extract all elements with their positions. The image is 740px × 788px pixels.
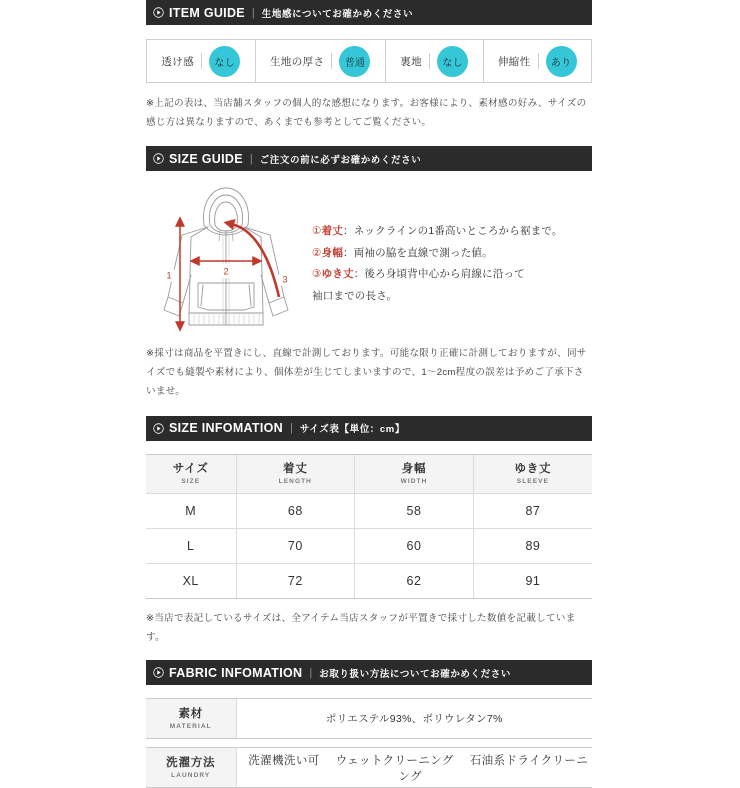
legend-number: ①	[312, 225, 322, 238]
section-title-en: ITEM GUIDE	[169, 5, 245, 20]
item-guide-note: ※上記の表は、当店舗スタッフの個人的な感想になります。お客様により、素材感の好み、サイズの感じ方は異なりますので、あくまでも参考としてご覧ください。	[146, 98, 587, 128]
laundry-item: ウェットクリーニング	[335, 754, 454, 767]
legend-key: 身幅	[321, 246, 344, 259]
legend-key: 着丈	[321, 225, 344, 238]
column-header-jp: サイズ	[172, 462, 209, 475]
cell-length: 72	[236, 563, 355, 598]
play-circle-icon	[153, 7, 164, 18]
column-header-en: LENGTH	[278, 477, 312, 485]
cell-size: L	[146, 528, 236, 563]
section-title-separator: |	[290, 422, 293, 435]
row-label-jp: 洗濯方法	[166, 756, 216, 769]
measurement-legend	[306, 179, 592, 339]
column-header-sleeve	[473, 454, 592, 493]
fabric-feel-label: 生地の厚さ	[269, 55, 325, 68]
fabric-laundry-table	[146, 747, 592, 788]
cell-laundry-value	[236, 748, 592, 788]
cell-width: 62	[355, 563, 474, 598]
legend-text: ：両袖の脇を直線で測った値。	[343, 246, 493, 259]
play-circle-icon	[153, 667, 164, 678]
table-row-material	[146, 699, 592, 739]
row-label-material	[146, 699, 236, 739]
section-header-fabric-information	[146, 660, 592, 685]
cell-width: 60	[355, 528, 474, 563]
section-title-jp: お取り扱い方法についてお確かめください	[319, 668, 511, 680]
hoodie-measurement-diagram	[146, 179, 306, 339]
content-column	[146, 0, 592, 788]
fabric-feel-item-stretch	[483, 39, 593, 83]
table-header-row	[146, 454, 592, 493]
size-guide-area	[146, 179, 592, 339]
section-title-jp: ご注文の前に必ずお確かめください	[259, 154, 422, 166]
row-label-en: MATERIAL	[169, 722, 212, 730]
row-label-jp: 素材	[178, 707, 204, 720]
divider	[201, 53, 202, 69]
play-circle-icon	[153, 423, 164, 434]
size-information-table	[146, 454, 592, 599]
section-title-en: SIZE GUIDE	[169, 151, 243, 166]
row-label-laundry	[146, 748, 236, 788]
column-header-jp: ゆき丈	[514, 462, 552, 475]
section-title-jp: 生地感についてお確かめください	[261, 8, 414, 20]
legend-text: ：後ろ身頃背中心から肩線に沿って	[353, 268, 525, 281]
cell-width: 58	[355, 493, 474, 528]
column-header-jp: 身幅	[401, 462, 427, 475]
fabric-material-table	[146, 698, 592, 739]
cell-sleeve: 91	[473, 563, 592, 598]
cell-sleeve: 87	[473, 493, 592, 528]
fabric-feel-item-thickness	[255, 39, 386, 83]
section-header-size-information	[146, 416, 592, 441]
laundry-items	[240, 755, 588, 783]
cell-material-value: ポリエステル93%、ポリウレタン7%	[236, 699, 592, 739]
fabric-feel-value-badge: 普通	[339, 46, 370, 77]
legend-line-sleeve-continuation: 袖口までの長さ。	[312, 289, 398, 302]
fabric-feel-item-sheerness	[146, 39, 256, 83]
cell-size: XL	[146, 563, 236, 598]
section-title-en: SIZE INFOMATION	[169, 421, 283, 436]
legend-line-width	[312, 243, 592, 265]
size-table-note: ※当店で表記しているサイズは、全アイテム当店スタッフが平置きで採寸した数値を記載しています。	[146, 612, 576, 643]
table-row	[146, 563, 592, 598]
hoodie-illustration-svg	[146, 179, 306, 334]
table-row	[146, 528, 592, 563]
column-header-en: WIDTH	[400, 477, 428, 485]
legend-line-sleeve	[312, 264, 592, 286]
fabric-feel-value-badge: あり	[546, 46, 577, 77]
section-header-item-guide	[146, 0, 592, 25]
legend-key: ゆき丈	[321, 268, 354, 281]
fabric-feel-value-badge: なし	[209, 46, 240, 77]
column-header-en: SIZE	[181, 477, 201, 485]
cell-size: M	[146, 493, 236, 528]
diagram-marker-3: 3	[282, 274, 288, 285]
section-title-separator: |	[251, 6, 255, 19]
table-row	[146, 493, 592, 528]
section-title-jp: サイズ表【単位：cm】	[299, 424, 405, 436]
cell-sleeve: 89	[473, 528, 592, 563]
cell-length: 68	[236, 493, 355, 528]
legend-line-length	[312, 221, 592, 243]
fabric-feel-label: 伸縮性	[497, 55, 531, 68]
legend-number: ③	[312, 268, 322, 281]
fabric-feel-row	[146, 39, 592, 83]
row-label-en: LAUNDRY	[171, 771, 211, 779]
table-row-laundry	[146, 748, 592, 788]
divider	[331, 53, 332, 69]
divider	[538, 53, 539, 69]
section-title-separator: |	[249, 152, 253, 165]
fabric-feel-label: 裏地	[400, 55, 423, 68]
column-header-jp: 着丈	[283, 462, 308, 475]
column-header-size	[146, 454, 236, 493]
column-header-length	[236, 454, 355, 493]
diagram-marker-1: 1	[166, 270, 172, 281]
divider	[429, 53, 430, 69]
fabric-feel-value-badge: なし	[437, 46, 468, 77]
diagram-marker-2: 2	[223, 266, 229, 277]
legend-text: ：ネックラインの1番高いところから裾まで。	[343, 225, 563, 238]
legend-number: ②	[312, 246, 322, 259]
laundry-item: 洗濯機洗い可	[248, 754, 320, 767]
laundry-item: 石油系ドライクリーニング	[398, 754, 589, 783]
size-guide-note: ※採寸は商品を平置きにし、直線で計測しております。可能な限り正確に計測しておりますが、同サイズでも縫製や素材により、個体差が生じてしまいますので、1〜2cm程度の誤差は予めご了承下さいませ。	[146, 348, 587, 397]
cell-length: 70	[236, 528, 355, 563]
section-title-en: FABRIC INFOMATION	[169, 665, 303, 680]
play-circle-icon	[153, 153, 164, 164]
column-header-width	[355, 454, 474, 493]
column-header-en: SLEEVE	[516, 477, 550, 485]
section-header-size-guide	[146, 146, 592, 171]
fabric-feel-label: 透け感	[161, 55, 195, 68]
fabric-feel-item-lining	[385, 39, 484, 83]
section-title-separator: |	[309, 666, 313, 679]
